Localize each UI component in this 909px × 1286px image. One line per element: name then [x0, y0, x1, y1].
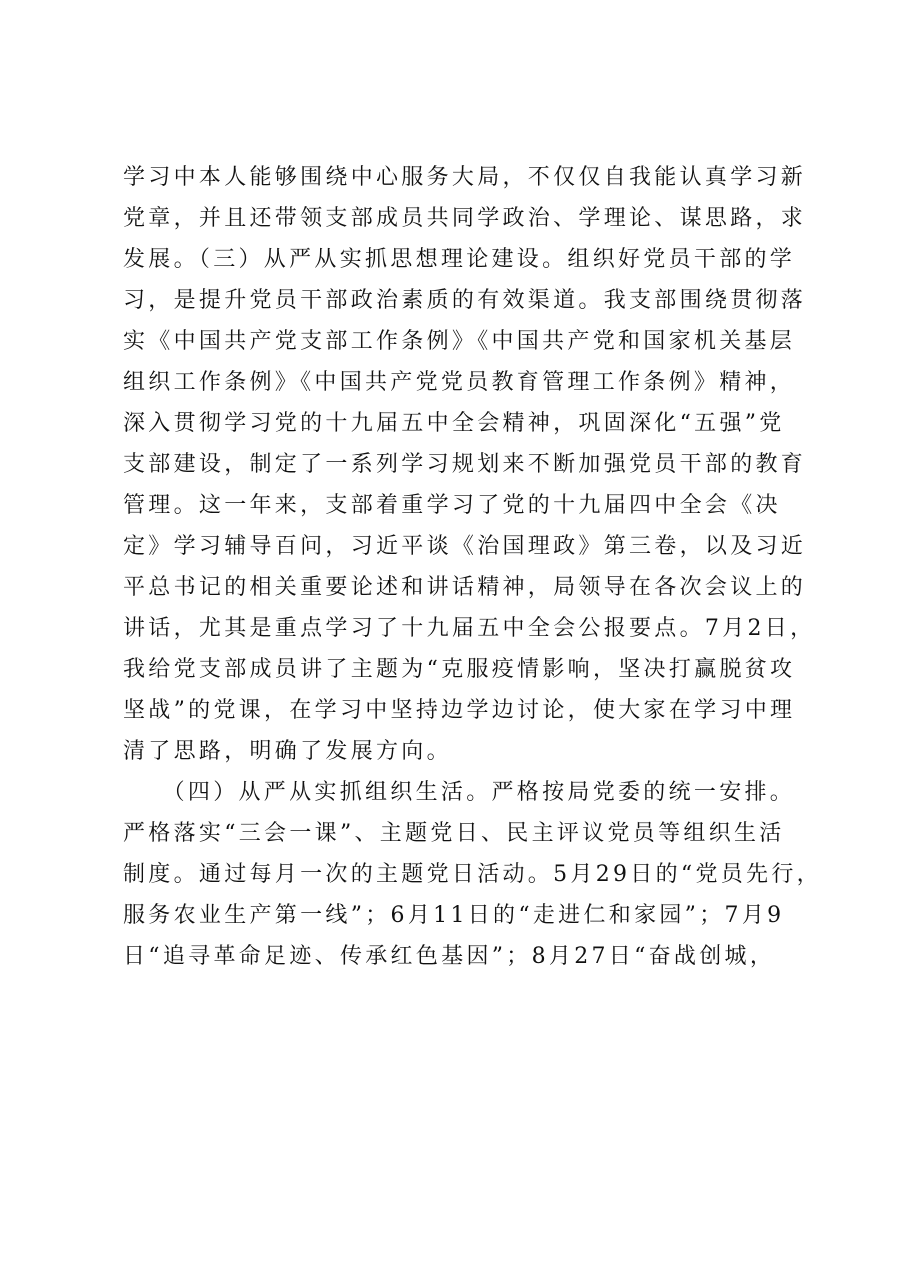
text-line: 清了思路，明确了发展方向。 [123, 739, 452, 764]
text-line: （四）从严从实抓组织生活。严格按局党委的统一安排。 [123, 780, 796, 805]
text-line: 支部建设，制定了一系列学习规划来不断加强党员干部的教育 [123, 452, 807, 477]
text-line: 服务农业生产第一线”；6月11日的“走进仁和家园”；7月9 [123, 903, 785, 928]
text-line: 坚战”的党课，在学习中坚持边学边讨论，使大家在学习中理 [123, 698, 796, 723]
text-line: 严格落实“三会一课”、主题党日、民主评议党员等组织生活 [123, 821, 785, 846]
text-line: 日“追寻革命足迹、传承红色基因”；8月27日“奋战创城， [123, 944, 776, 969]
text-line: 讲话，尤其是重点学习了十九届五中全会公报要点。7月2日， [123, 616, 816, 641]
text-line: 发展。（三）从严从实抓思想理论建设。组织好党员干部的学 [123, 247, 796, 272]
text-line: 学习中本人能够围绕中心服务大局，不仅仅自我能认真学习新 [123, 165, 807, 190]
text-line: 平总书记的相关重要论述和讲话精神，局领导在各次会议上的 [123, 575, 807, 600]
text-line: 深入贯彻学习党的十九届五中全会精神，巩固深化“五强”党 [123, 411, 785, 436]
text-line: 定》学习辅导百问，习近平谈《治国理政》第三卷，以及习近 [123, 534, 807, 559]
text-line: 习，是提升党员干部政治素质的有效渠道。我支部围绕贯彻落 [123, 288, 807, 313]
text-line: 组织工作条例》《中国共产党党员教育管理工作条例》精神， [123, 370, 796, 395]
text-line: 实《中国共产党支部工作条例》《中国共产党和国家机关基层 [123, 329, 796, 354]
text-line: 管理。这一年来，支部着重学习了党的十九届四中全会《决 [123, 493, 781, 518]
text-line: 党章，并且还带领支部成员共同学政治、学理论、谋思路，求 [123, 206, 807, 231]
text-line: 我给党支部成员讲了主题为“克服疫情影响，坚决打赢脱贫攻 [123, 657, 796, 682]
text-line: 制度。通过每月一次的主题党日活动。5月29日的“党员先行， [123, 862, 822, 887]
